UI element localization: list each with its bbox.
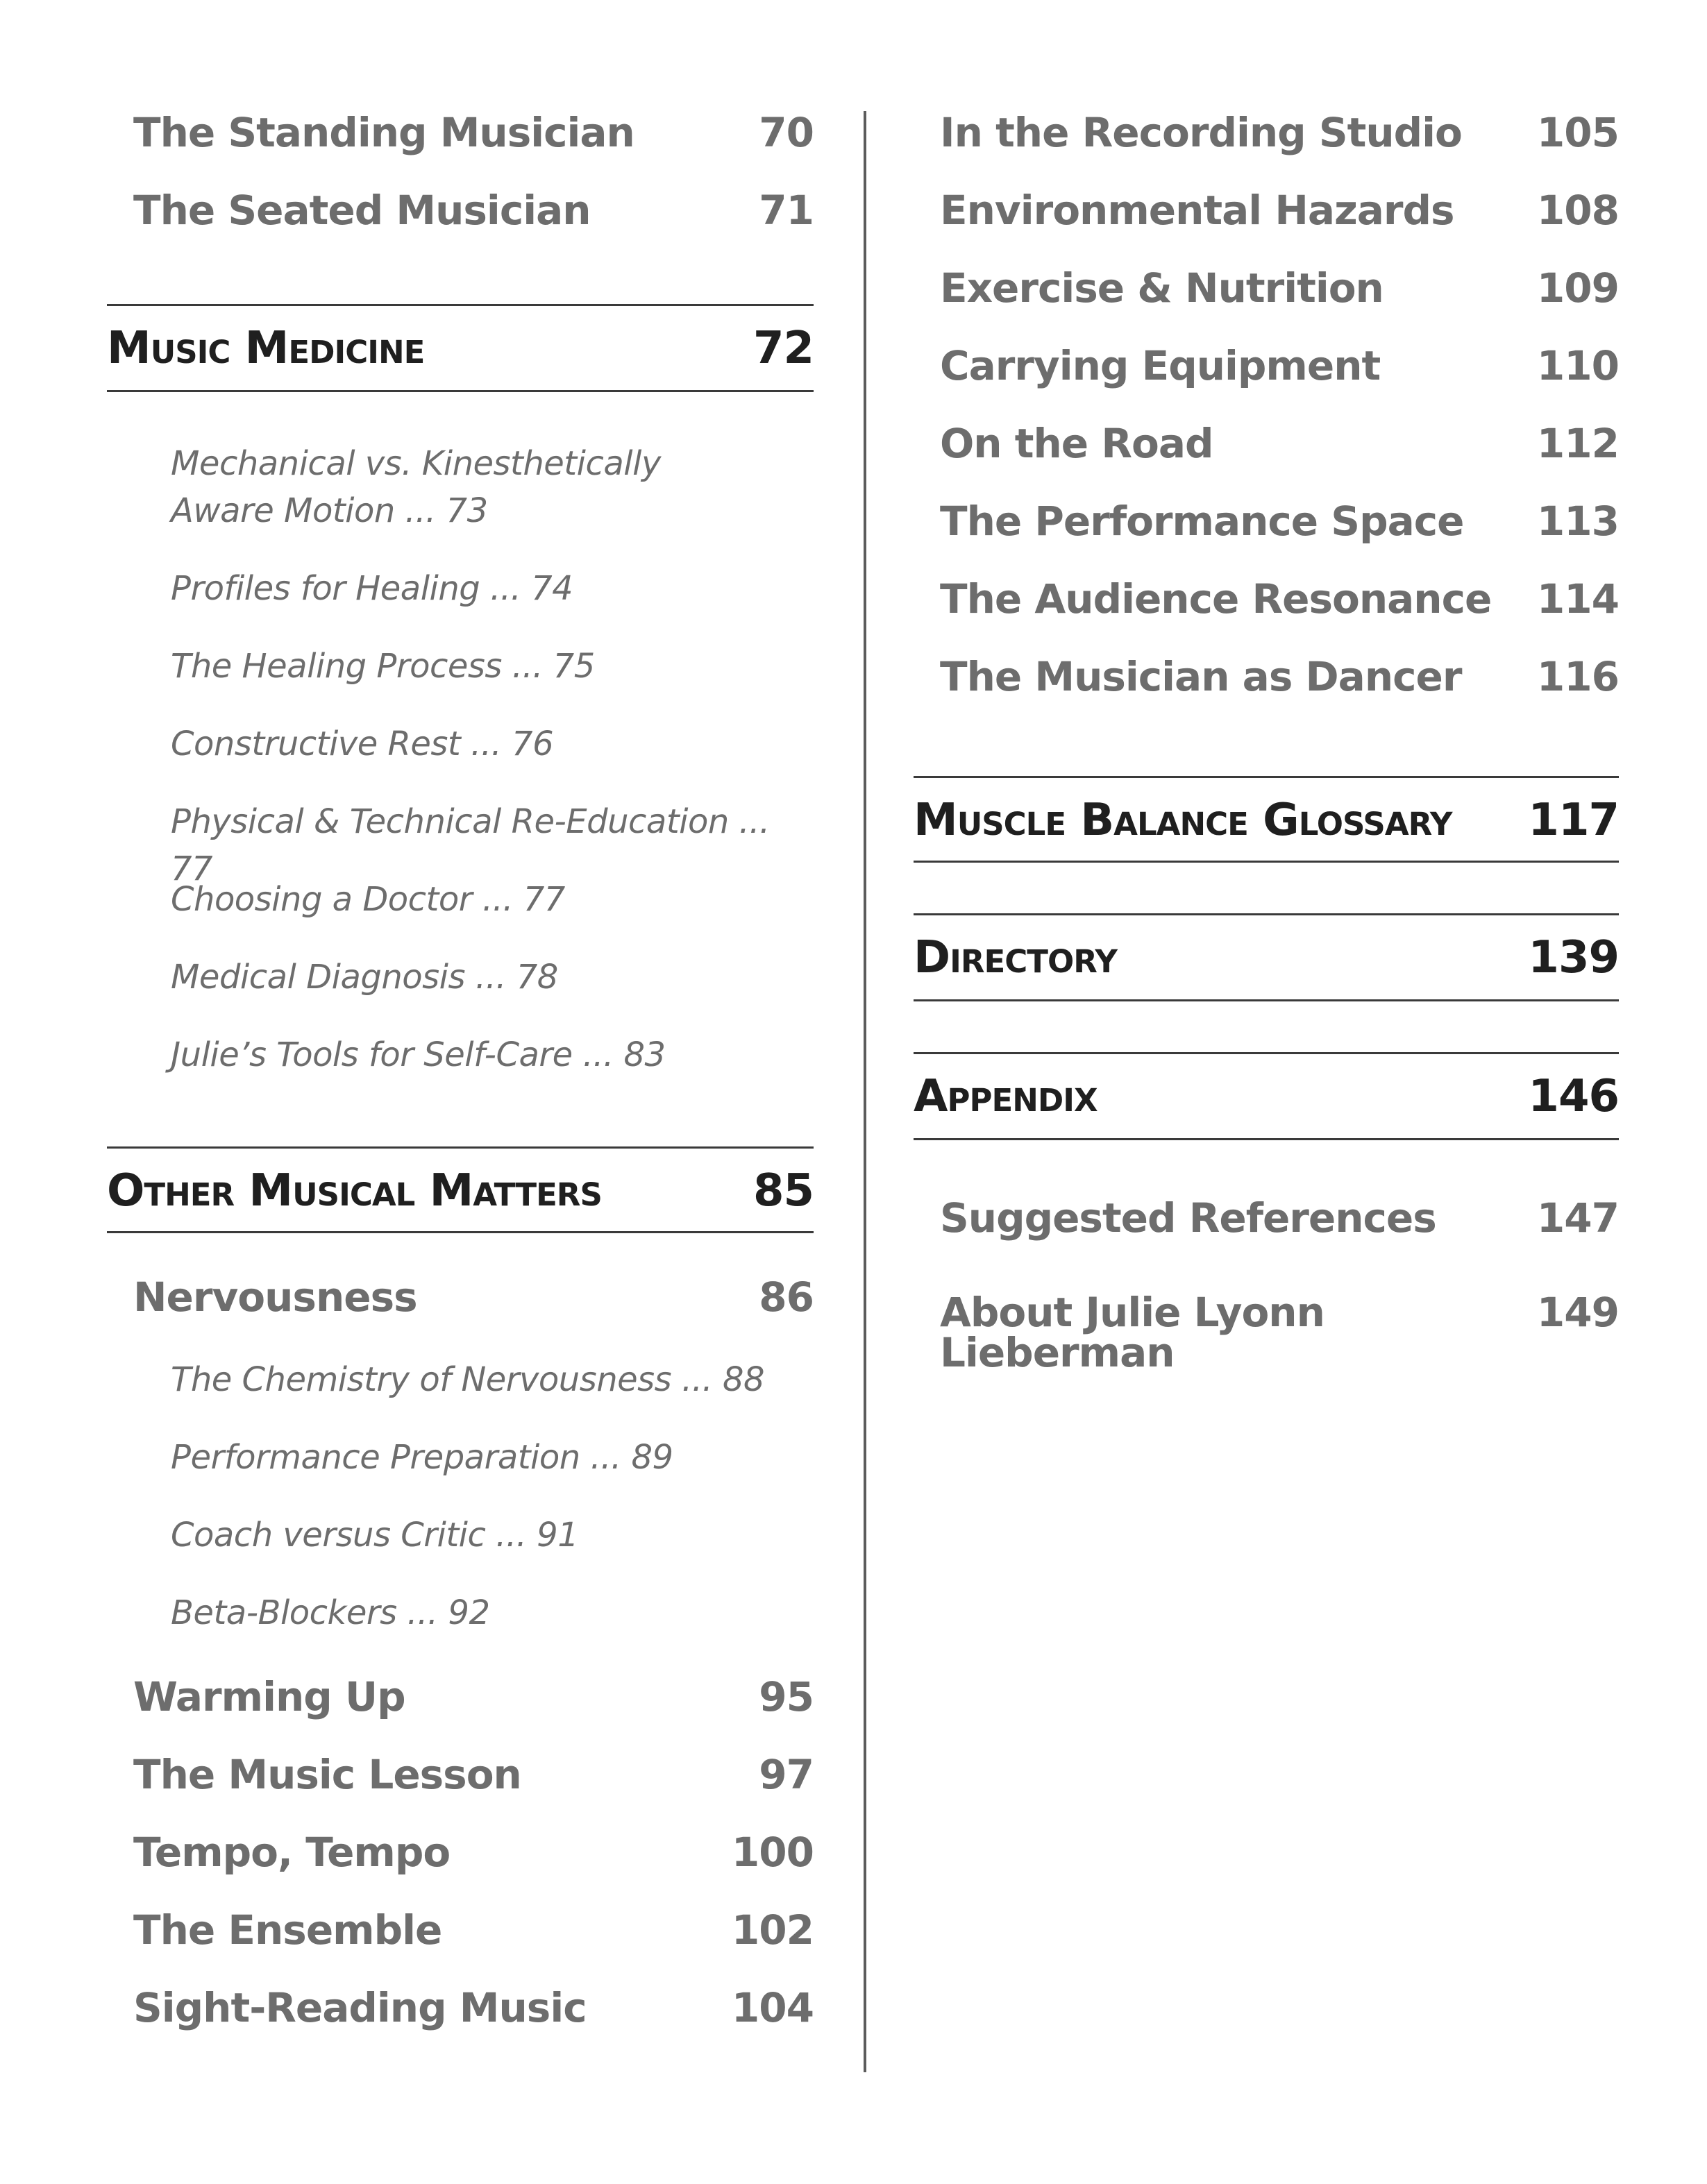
entry-page: 100 (731, 1829, 814, 1876)
section-title: Appendix (914, 1071, 1098, 1122)
toc-entry[interactable] (107, 1829, 814, 1876)
section-title: Other Musical Matters (107, 1165, 602, 1217)
toc-entry[interactable] (914, 109, 1619, 156)
section-heading-muscle-balance-glossary[interactable] (914, 795, 1619, 846)
subtopic-entry[interactable]: Beta-Blockers ... 92 (171, 1593, 490, 1632)
entry-page: 102 (731, 1906, 814, 1954)
subtopic-entry[interactable]: Julie’s Tools for Self-Care ... 83 (171, 1035, 666, 1074)
entry-page: 112 (1536, 420, 1619, 467)
entry-title: The Music Lesson (133, 1751, 521, 1798)
toc-entry[interactable] (914, 264, 1619, 312)
entry-title: The Standing Musician (133, 109, 634, 156)
entry-title: Warming Up (133, 1673, 405, 1720)
toc-entry[interactable] (914, 575, 1619, 623)
entry-title: Nervousness (133, 1273, 417, 1321)
entry-page: 147 (1536, 1194, 1619, 1242)
entry-page: 86 (759, 1273, 814, 1321)
section-rule (914, 1138, 1619, 1140)
entry-title: Carrying Equipment (940, 342, 1381, 389)
subtopic-line: Mechanical vs. Kinesthetically (171, 444, 661, 483)
toc-entry[interactable] (107, 1984, 814, 2031)
subtopic-entry[interactable]: The Chemistry of Nervousness ... 88 (171, 1360, 765, 1399)
entry-title: Exercise & Nutrition (940, 264, 1384, 312)
entry-title: The Seated Musician (133, 187, 591, 234)
toc-entry[interactable] (107, 1906, 814, 1954)
toc-entry[interactable] (107, 1751, 814, 1798)
toc-entry[interactable] (914, 1289, 1619, 1376)
entry-title: In the Recording Studio (940, 109, 1462, 156)
subtopic-entry[interactable]: Constructive Rest ... 76 (171, 725, 554, 763)
entry-title: The Ensemble (133, 1906, 442, 1954)
entry-title: Sight-Reading Music (133, 1984, 587, 2031)
section-rule (107, 390, 814, 392)
entry-page: 109 (1536, 264, 1619, 312)
subtopic-entry[interactable] (171, 440, 661, 534)
entry-title: The Musician as Dancer (940, 653, 1462, 700)
entry-title: On the Road (940, 420, 1213, 467)
section-rule (107, 1146, 814, 1149)
section-page: 85 (752, 1165, 814, 1217)
section-page: 146 (1528, 1071, 1619, 1122)
section-heading-appendix[interactable] (914, 1071, 1619, 1122)
section-title: Music Medicine (107, 323, 425, 374)
section-rule (914, 913, 1619, 915)
section-rule (107, 304, 814, 306)
section-rule (914, 999, 1619, 1001)
section-rule (914, 1052, 1619, 1054)
toc-entry[interactable] (107, 109, 814, 156)
entry-page: 116 (1536, 653, 1619, 700)
entry-title: Environmental Hazards (940, 187, 1454, 234)
section-rule (914, 861, 1619, 863)
entry-page: 114 (1536, 575, 1619, 623)
section-title: Muscle Balance Glossary (914, 795, 1452, 846)
toc-entry-nervousness[interactable] (107, 1273, 814, 1321)
entry-page: 105 (1536, 109, 1619, 156)
subtopic-entry[interactable]: Physical & Technical Re-Education ... 77 (171, 802, 770, 888)
entry-title: The Performance Space (940, 498, 1464, 545)
section-rule (914, 776, 1619, 778)
entry-page: 104 (731, 1984, 814, 2031)
entry-page: 70 (759, 109, 814, 156)
entry-title: About Julie Lyonn Lieberman (940, 1289, 1325, 1376)
subtopic-entry[interactable]: Choosing a Doctor ... 77 (171, 880, 565, 919)
entry-page: 71 (759, 187, 814, 234)
toc-entry[interactable] (107, 1673, 814, 1720)
entry-title: Tempo, Tempo (133, 1829, 451, 1876)
subtopic-entry[interactable]: Profiles for Healing ... 74 (171, 569, 573, 608)
section-heading-directory[interactable] (914, 932, 1619, 983)
toc-entry[interactable] (914, 1194, 1619, 1242)
subtopic-entry[interactable]: Medical Diagnosis ... 78 (171, 958, 558, 997)
toc-entry[interactable] (914, 187, 1619, 234)
subtopic-entry[interactable]: Coach versus Critic ... 91 (171, 1516, 579, 1555)
toc-entry[interactable] (914, 420, 1619, 467)
section-page: 139 (1528, 932, 1619, 983)
entry-title: The Audience Resonance (940, 575, 1492, 623)
subtopic-line: Aware Motion ... 73 (171, 491, 488, 530)
entry-page: 149 (1536, 1289, 1619, 1336)
toc-entry[interactable] (914, 653, 1619, 700)
section-heading-music-medicine[interactable] (107, 323, 814, 374)
entry-page: 97 (759, 1751, 814, 1798)
entry-page: 95 (759, 1673, 814, 1720)
toc-entry[interactable] (107, 187, 814, 234)
section-page: 72 (752, 323, 814, 374)
subtopic-entry[interactable]: Performance Preparation ... 89 (171, 1438, 673, 1477)
entry-page: 110 (1536, 342, 1619, 389)
toc-entry[interactable] (914, 342, 1619, 389)
entry-page: 113 (1536, 498, 1619, 545)
entry-title: Suggested References (940, 1194, 1436, 1242)
section-heading-other-musical-matters[interactable] (107, 1165, 814, 1217)
toc-entry[interactable] (914, 498, 1619, 545)
section-page: 117 (1528, 795, 1619, 846)
column-divider (864, 111, 866, 2072)
subtopic-entry[interactable]: The Healing Process ... 75 (171, 647, 595, 686)
section-rule (107, 1231, 814, 1233)
section-title: Directory (914, 932, 1118, 983)
entry-page: 108 (1536, 187, 1619, 234)
